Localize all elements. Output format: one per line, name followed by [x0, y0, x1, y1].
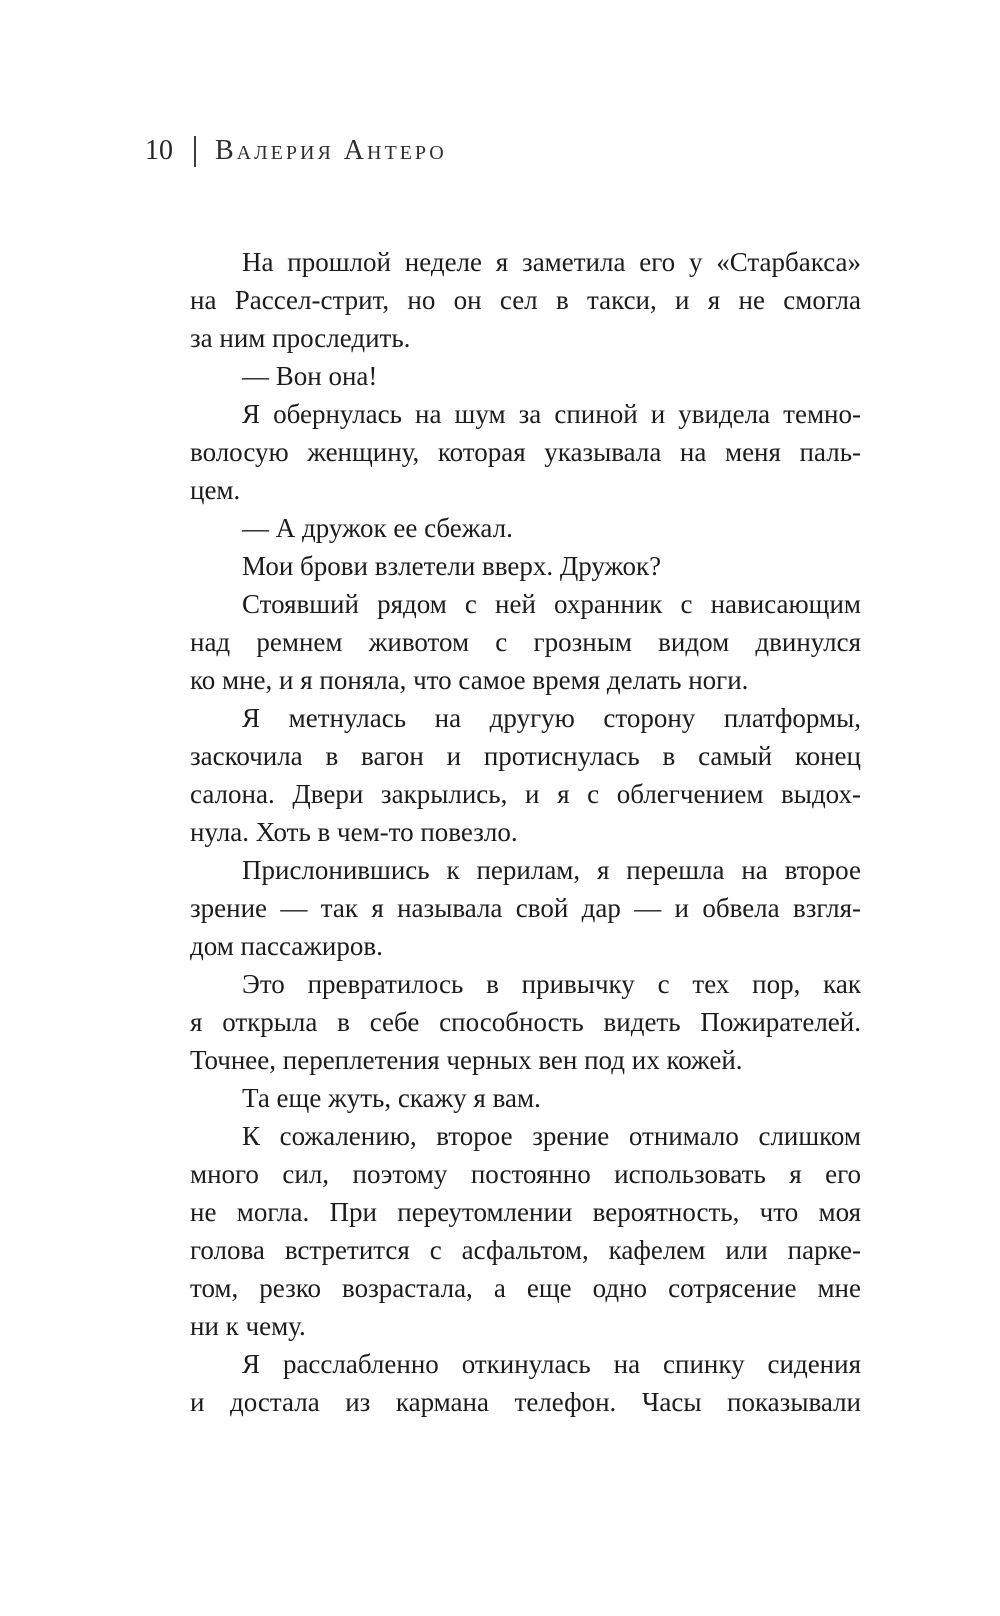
text-line: ко мне, и я поняла, что самое время делать ноги.	[190, 665, 749, 695]
text-line: Я метнулась на другую сторону платформы,	[242, 703, 861, 733]
running-header	[145, 134, 447, 168]
text-line: Стоявший рядом с ней охранник с нависающим	[242, 589, 861, 619]
author-name: Валерия Антеро	[215, 135, 447, 166]
text-line: — Вон она!	[242, 361, 378, 391]
page-number: 10	[145, 135, 173, 166]
text-line: не могла. При переутомлении вероятность, что моя	[190, 1197, 861, 1227]
text-line: Это превратилось в привычку с тех пор, как	[242, 969, 861, 999]
text-line: на Рассел-стрит, но он сел в такси, и я не смогла	[190, 285, 861, 315]
header-divider	[194, 136, 196, 167]
text-line: Я расслабленно откинулась на спинку сидения	[242, 1349, 861, 1379]
text-line: — А дружок ее сбежал.	[242, 513, 513, 543]
text-line: волосую женщину, которая указывала на меня паль-	[190, 437, 861, 467]
text-line: На прошлой неделе я заметила его у «Старбакса»	[242, 247, 861, 277]
text-line: зрение — так я называла свой дар — и обвела взгля-	[190, 893, 861, 923]
text-line: и достала из кармана телефон. Часы показывали	[190, 1387, 861, 1417]
text-line: том, резко возрастала, а еще одно сотрясение мне	[190, 1273, 861, 1303]
text-line: Точнее, переплетения черных вен под их кожей.	[190, 1045, 743, 1075]
page-body	[190, 243, 861, 1421]
text-line: К сожалению, второе зрение отнимало слишком	[242, 1121, 861, 1151]
text-line: Мои брови взлетели вверх. Дружок?	[242, 551, 662, 581]
text-line: Прислонившись к перилам, я перешла на второе	[242, 855, 861, 885]
text-line: цем.	[190, 475, 241, 505]
text-line: ни к чему.	[190, 1311, 306, 1341]
text-line: над ремнем животом с грозным видом двинулся	[190, 627, 861, 657]
text-line: за ним проследить.	[190, 323, 411, 353]
text-line: салона. Двери закрылись, и я с облегчением выдох-	[190, 779, 861, 809]
text-line: я открыла в себе способность видеть Пожирателей.	[190, 1007, 861, 1037]
text-line: голова встретится с асфальтом, кафелем или парке-	[190, 1235, 861, 1265]
text-line: заскочила в вагон и протиснулась в самый конец	[190, 741, 861, 771]
text-line: Я обернулась на шум за спиной и увидела темно-	[242, 399, 861, 429]
text-line: много сил, поэтому постоянно использовать я его	[190, 1159, 861, 1189]
text-line: Та еще жуть, скажу я вам.	[242, 1083, 541, 1113]
text-line: дом пассажиров.	[190, 931, 383, 961]
text-line: нула. Хоть в чем-то повезло.	[190, 817, 518, 847]
